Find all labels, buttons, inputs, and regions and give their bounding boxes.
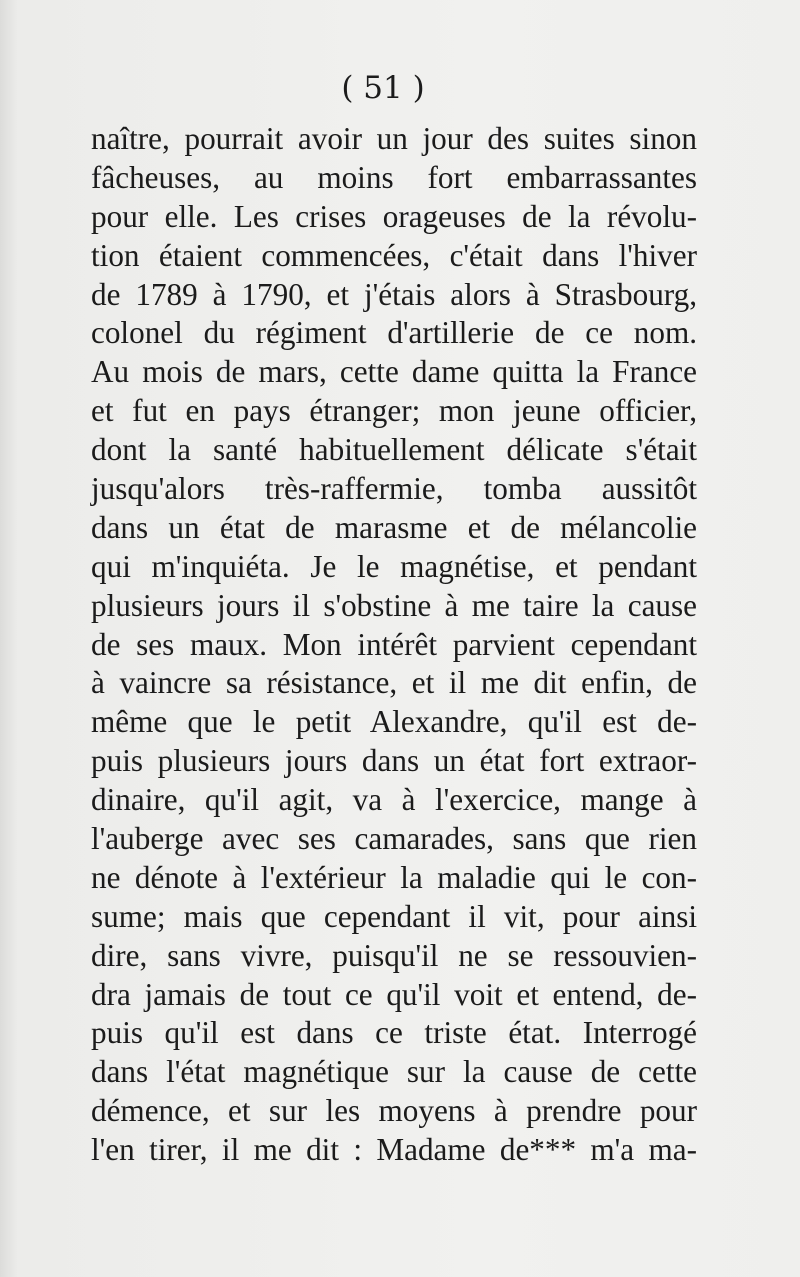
text-line: dinaire, qu'il agit, va à l'exercice, mange à xyxy=(91,782,697,818)
text-line: à vaincre sa résistance, et il me dit enfin, de xyxy=(91,665,697,701)
text-line: jusqu'alors très-raffermie, tomba aussitôt xyxy=(91,471,697,507)
text-line: dans un état de marasme et de mélancolie xyxy=(91,509,697,545)
text-line: de ses maux. Mon intérêt parvient cependant xyxy=(91,626,697,662)
text-line: fâcheuses, au moins fort embarrassantes xyxy=(91,159,697,195)
text-line: pour elle. Les crises orageuses de la révolu- xyxy=(91,198,697,234)
text-line: dra jamais de tout ce qu'il voit et entend, de- xyxy=(91,976,697,1012)
text-line: plusieurs jours il s'obstine à me taire la cause xyxy=(91,587,697,623)
text-line: dont la santé habituellement délicate s'était xyxy=(91,432,697,468)
text-line: dire, sans vivre, puisqu'il ne se ressouvien- xyxy=(91,937,697,973)
text-line: naître, pourrait avoir un jour des suites sinon xyxy=(91,121,697,156)
text-line: puis plusieurs jours dans un état fort extraor- xyxy=(91,743,697,779)
body-text xyxy=(91,120,697,1170)
text-line: colonel du régiment d'artillerie de ce nom. xyxy=(91,315,697,351)
text-line: sume; mais que cependant il vit, pour ainsi xyxy=(91,898,697,934)
text-line: et fut en pays étranger; mon jeune officier, xyxy=(91,393,697,429)
page-number: ( 51 ) xyxy=(341,70,425,106)
text-line: l'en tirer, il me dit : Madame de*** m'a ma- xyxy=(91,1132,697,1168)
text-line: l'auberge avec ses camarades, sans que rien xyxy=(91,821,697,857)
text-line: qui m'inquiéta. Je le magnétise, et pendant xyxy=(91,548,697,584)
text-line: dans l'état magnétique sur la cause de cette xyxy=(91,1054,697,1090)
text-line: même que le petit Alexandre, qu'il est de- xyxy=(91,704,697,740)
text-line: Au mois de mars, cette dame quitta la France xyxy=(91,354,697,390)
text-line: puis qu'il est dans ce triste état. Interrogé xyxy=(91,1015,697,1051)
text-line: démence, et sur les moyens à prendre pour xyxy=(91,1093,697,1129)
text-line: tion étaient commencées, c'était dans l'hiver xyxy=(91,237,697,273)
text-line: ne dénote à l'extérieur la maladie qui le con- xyxy=(91,859,697,895)
text-line: de 1789 à 1790, et j'étais alors à Strasbourg, xyxy=(91,276,697,312)
